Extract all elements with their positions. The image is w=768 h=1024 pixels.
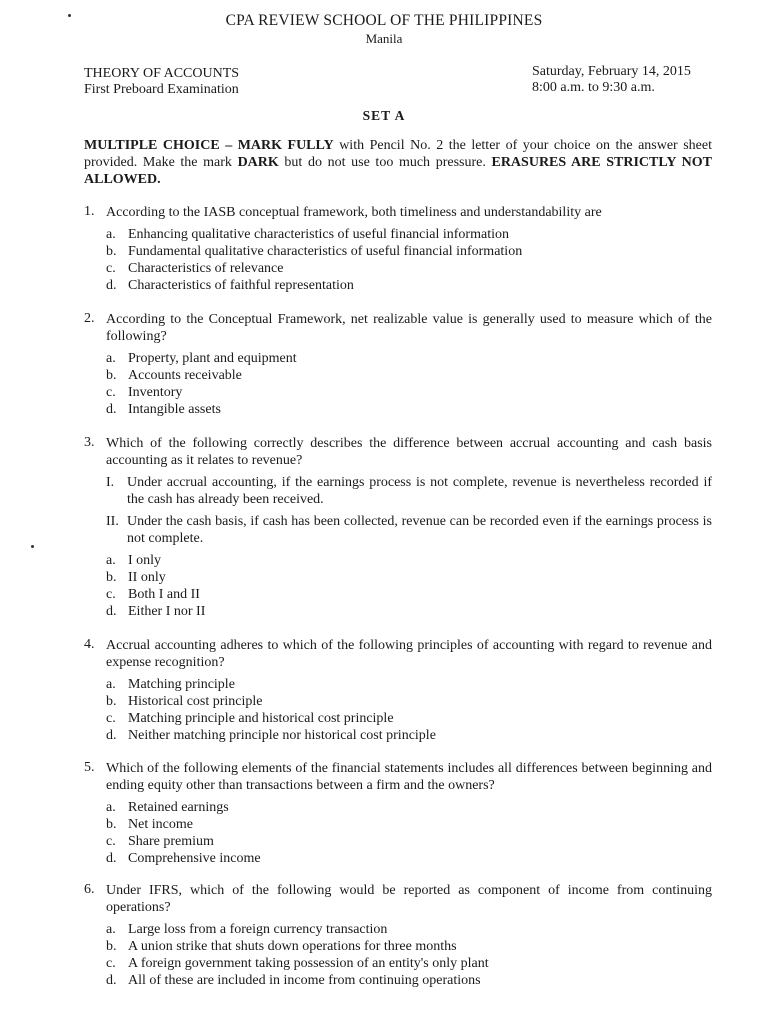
instructions xyxy=(84,137,712,188)
exam-set: SET A xyxy=(362,108,406,123)
exam-date: Saturday, February 14, 2015 xyxy=(532,64,691,79)
options-list xyxy=(106,226,712,294)
instructions-heading: MULTIPLE CHOICE – MARK FULLY xyxy=(84,138,334,153)
option-b: b. II only xyxy=(106,570,166,585)
option-c: c. A foreign government taking possession of an entity's only plant xyxy=(106,956,489,971)
options-list xyxy=(106,921,712,989)
school-name: CPA REVIEW SCHOOL OF THE PHILIPPINES xyxy=(225,12,543,29)
scan-speck xyxy=(31,545,34,548)
options-list xyxy=(106,350,712,418)
exam-subject: THEORY OF ACCOUNTS xyxy=(84,66,240,81)
option-a: a. Property, plant and equipment xyxy=(106,351,297,366)
exam-schedule-block xyxy=(532,64,691,96)
option-a: a. Large loss from a foreign currency transaction xyxy=(106,922,388,937)
school-city: Manila xyxy=(365,31,403,46)
question-stem: Under IFRS, which of the following would be reported as component of income from continuing operations? xyxy=(106,883,712,915)
option-c: c. Characteristics of relevance xyxy=(106,261,284,276)
option-a: a. Matching principle xyxy=(106,677,235,692)
question-2 xyxy=(84,311,712,418)
option-d: d. Either I nor II xyxy=(106,604,206,619)
instructions-text-1: with Pencil No. 2 the letter of your choice on the answer sheet provided. Make the mark xyxy=(84,138,712,170)
exam-subject-block xyxy=(84,66,239,98)
option-b: b. Fundamental qualitative characteristics of useful financial information xyxy=(106,244,523,259)
options-list xyxy=(106,552,712,620)
question-4 xyxy=(84,637,712,744)
option-c: c. Inventory xyxy=(106,385,183,400)
option-c: c. Matching principle and historical cost principle xyxy=(106,711,394,726)
option-b: b. Accounts receivable xyxy=(106,368,242,383)
question-number: 4. xyxy=(84,637,95,652)
option-c: c. Share premium xyxy=(106,834,214,849)
option-a: a. Enhancing qualitative characteristics of useful financial information xyxy=(106,227,509,242)
option-c: c. Both I and II xyxy=(106,587,200,602)
question-stem: Accrual accounting adheres to which of the following principles of accounting with regard to revenue and expense recognition? xyxy=(106,638,712,670)
question-number: 2. xyxy=(84,311,95,326)
question-number: 1. xyxy=(84,204,95,219)
option-a: a. Retained earnings xyxy=(106,800,229,815)
instructions-erasures: ERASURES ARE STRICTLY NOT ALLOWED. xyxy=(84,155,712,187)
question-number: 3. xyxy=(84,435,95,450)
instructions-dark: DARK xyxy=(237,155,279,170)
question-1 xyxy=(84,204,712,294)
option-d: d. Comprehensive income xyxy=(106,851,261,866)
option-b: b. Net income xyxy=(106,817,193,832)
question-5 xyxy=(84,760,712,867)
question-stem: Which of the following correctly describes the difference between accrual accounting and cash basis accounting as it relates to revenue? xyxy=(106,436,712,468)
options-list xyxy=(106,676,712,744)
scan-speck xyxy=(68,14,71,17)
instructions-text-2: but do not use too much pressure. xyxy=(278,155,492,170)
question-number: 6. xyxy=(84,882,95,897)
option-b: b. Historical cost principle xyxy=(106,694,263,709)
option-b: b. A union strike that shuts down operations for three months xyxy=(106,939,457,954)
option-d: d. Intangible assets xyxy=(106,402,221,417)
question-number: 5. xyxy=(84,760,95,775)
question-6 xyxy=(84,882,712,989)
statement-ii: II. Under the cash basis, if cash has been collected, revenue can be recorded even if the earnings process is not complete. xyxy=(106,514,712,546)
question-stem: According to the IASB conceptual framework, both timeliness and understandability are xyxy=(106,205,602,220)
option-a: a. I only xyxy=(106,553,162,568)
question-3 xyxy=(84,435,712,620)
exam-title: First Preboard Examination xyxy=(84,82,239,97)
option-d: d. All of these are included in income from continuing operations xyxy=(106,973,481,988)
option-d: d. Characteristics of faithful representation xyxy=(106,278,354,293)
option-d: d. Neither matching principle nor historical cost principle xyxy=(106,728,436,743)
statement-i: I. Under accrual accounting, if the earnings process is not complete, revenue is nevertheless recorded if the cash has already been received. xyxy=(106,475,712,507)
options-list xyxy=(106,799,712,867)
question-stem: Which of the following elements of the financial statements includes all differences between beginning and ending equity other than transactions between a firm and the owners? xyxy=(106,761,712,793)
question-stem: According to the Conceptual Framework, net realizable value is generally used to measure which of the following? xyxy=(106,312,712,344)
exam-time: 8:00 a.m. to 9:30 a.m. xyxy=(532,80,655,95)
